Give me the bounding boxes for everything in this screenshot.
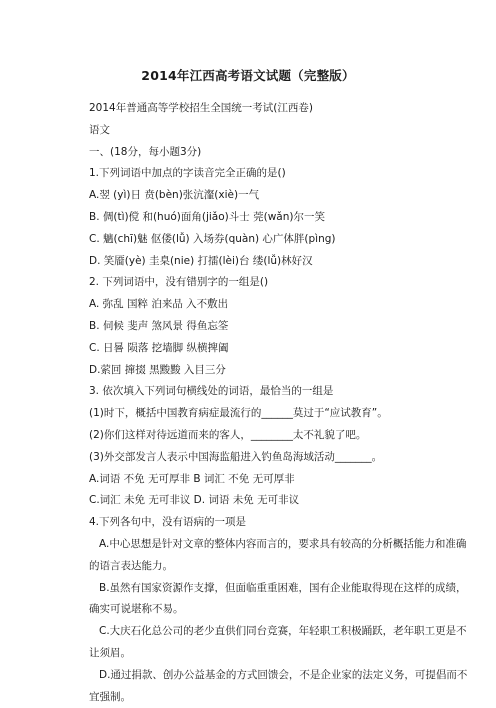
option-2a: A. 弥乱 国粹 泊来品 入不敷出	[89, 298, 229, 311]
option-1c: C. 魑(chī)魅 伛偻(lǚ) 入场券(quàn) 心广体胖(pìng)	[89, 232, 336, 245]
option-4d: D.通过捐款、创办公益基金的方式回馈会，不是企业家的法定义务，可提倡而不宜强制。	[89, 668, 468, 703]
section-heading: 一、(18分，每小题3分)	[89, 145, 202, 158]
exam-header: 2014年普通高等学校招生全国统一考试(江西卷)	[89, 102, 313, 114]
option-2b: B. 伺候 斐声 煞风景 得鱼忘筌	[89, 319, 229, 332]
option-2d: D.萦回 撺掇 黑黢黢 入目三分	[89, 363, 226, 376]
subject-label: 语文	[89, 123, 110, 136]
option-3cd: C.词汇 未免 无可非议 D. 词语 未免 无可非议	[89, 494, 300, 507]
option-1b: B. 倜(tì)傥 和(huó)面角(jiǎo)斗士 莞(wǎn)尔一笑	[89, 210, 325, 223]
question-2: 2. 下列词语中，没有错别字的一组是()	[89, 276, 269, 289]
question-4: 4.下列各句中，没有语病的一项是	[89, 516, 247, 529]
option-3ab: A.词语 不免 无可厚非 B 词汇 不免 无可厚非	[89, 472, 295, 485]
option-1d: D. 笑靥(yè) 圭臬(nie) 打擂(lèi)台 缕(lǚ)林好汉	[89, 254, 313, 267]
option-1a: A.翌 (yì)日 贲(bèn)张沆瀣(xiè)一气	[89, 189, 260, 202]
document-title: 2014年江西高考语文试题（完整版）	[141, 68, 355, 83]
question-3-sentence-3: (3)外交部发言人表示中国海监船进入钓鱼岛海域活动_______。	[89, 450, 383, 463]
question-3-sentence-1: (1)时下，概括中国教育病症最流行的______莫过于“应试教育”。	[89, 407, 388, 420]
option-4b: B.虽然有国家资源作支撑，但面临重重困难，国有企业能取得现在这样的成绩，确实可说堪称不易。	[89, 581, 467, 616]
question-1: 1.下列词语中加点的字读音完全正确的是()	[89, 167, 286, 180]
option-4c: C.大庆石化总公司的老少直供们同台竞赛，年轻职工积极踊跃，老年职工更是不让须眉。	[89, 625, 467, 659]
option-2c: C. 日晷 陨落 挖墙脚 纵横捭阖	[89, 341, 229, 354]
option-4a: A.中心思想是针对文章的整体内容而言的，要求具有较高的分析概括能力和准确的语言表达能力。	[89, 537, 467, 572]
question-3: 3. 依次填入下列词句横线处的词语，最恰当的一组是	[89, 385, 334, 398]
document-body	[89, 98, 469, 708]
question-3-sentence-2: (2)你们这样对待远道而来的客人，________太不礼貌了吧。	[89, 428, 367, 441]
